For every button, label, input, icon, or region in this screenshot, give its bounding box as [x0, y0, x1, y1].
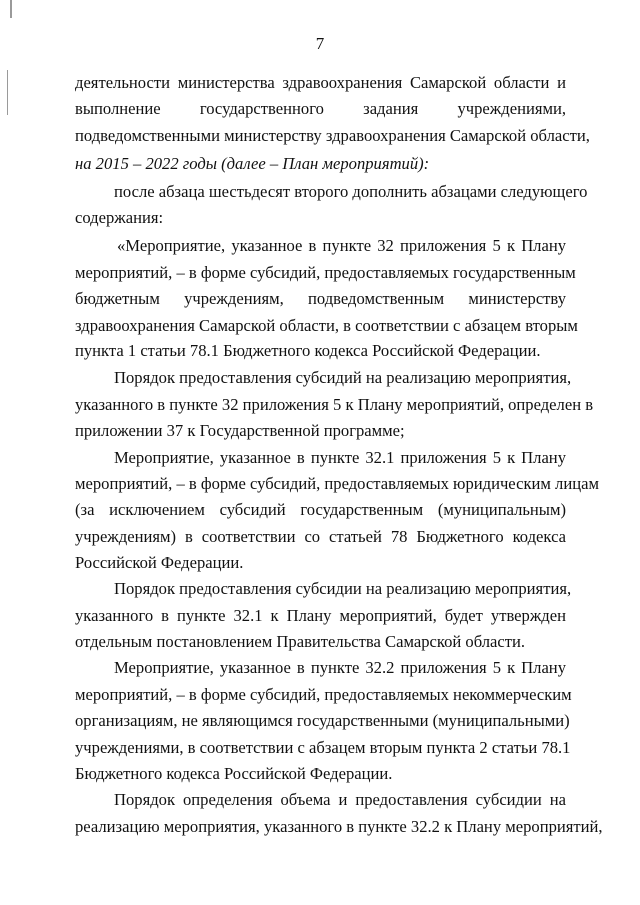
text-line: содержания:	[75, 208, 164, 227]
scan-mark-left-edge	[7, 70, 8, 115]
text-line: здравоохранения Самарской области, в соответствии с абзацем вторым	[75, 316, 578, 335]
text-line: приложении 37 к Государственной программе;	[75, 421, 405, 440]
text-line: мероприятий, – в форме субсидий, предоставляемых юридическим лицам	[75, 474, 599, 493]
text-line: указанного в пункте 32.1 к Плану мероприятий, будет утвержден	[75, 606, 566, 625]
page-number: 7	[315, 34, 325, 53]
text-line: реализацию мероприятия, указанного в пункте 32.2 к Плану мероприятий,	[75, 817, 603, 836]
text-line: «Мероприятие, указанное в пункте 32 приложения 5 к Плану	[117, 236, 566, 255]
text-line: пункта 1 статьи 78.1 Бюджетного кодекса Российской Федерации.	[75, 341, 541, 360]
text-line: Порядок определения объема и предоставления субсидии на	[114, 790, 566, 809]
text-line: мероприятий, – в форме субсидий, предоставляемых некоммерческим	[75, 685, 572, 704]
text-line: Порядок предоставления субсидии на реализацию мероприятия,	[114, 579, 572, 598]
scan-mark-top-left	[10, 0, 12, 18]
text-line: Мероприятие, указанное в пункте 32.2 приложения 5 к Плану	[114, 658, 566, 677]
text-line: мероприятий, – в форме субсидий, предоставляемых государственным	[75, 263, 576, 282]
text-line: Порядок предоставления субсидий на реализацию мероприятия,	[114, 368, 572, 387]
text-line: учреждениям) в соответствии со статьей 78 Бюджетного кодекса	[75, 527, 566, 546]
text-line: отдельным постановлением Правительства Самарской области.	[75, 632, 526, 651]
text-line: Российской Федерации.	[75, 553, 244, 572]
text-line: организациям, не являющимся государственными (муниципальными)	[75, 711, 570, 730]
text-line: учреждениями, в соответствии с абзацем вторым пункта 2 статьи 78.1	[75, 738, 571, 757]
text-line: бюджетным учреждениям, подведомственным министерству	[75, 289, 566, 308]
text-line: после абзаца шестьдесят второго дополнить абзацами следующего	[114, 182, 588, 201]
text-line: на 2015 – 2022 годы (далее – План мероприятий):	[75, 154, 430, 173]
text-line: подведомственными министерству здравоохранения Самарской области,	[75, 126, 590, 145]
text-line: (за исключением субсидий государственным (муниципальным)	[75, 500, 566, 519]
text-line: указанного в пункте 32 приложения 5 к Плану мероприятий, определен в	[75, 395, 594, 414]
text-line: выполнение государственного задания учреждениями,	[75, 99, 566, 118]
text-line: Бюджетного кодекса Российской Федерации.	[75, 764, 393, 783]
text-line: деятельности министерства здравоохранения Самарской области и	[75, 73, 566, 92]
text-line: Мероприятие, указанное в пункте 32.1 приложения 5 к Плану	[114, 448, 566, 467]
